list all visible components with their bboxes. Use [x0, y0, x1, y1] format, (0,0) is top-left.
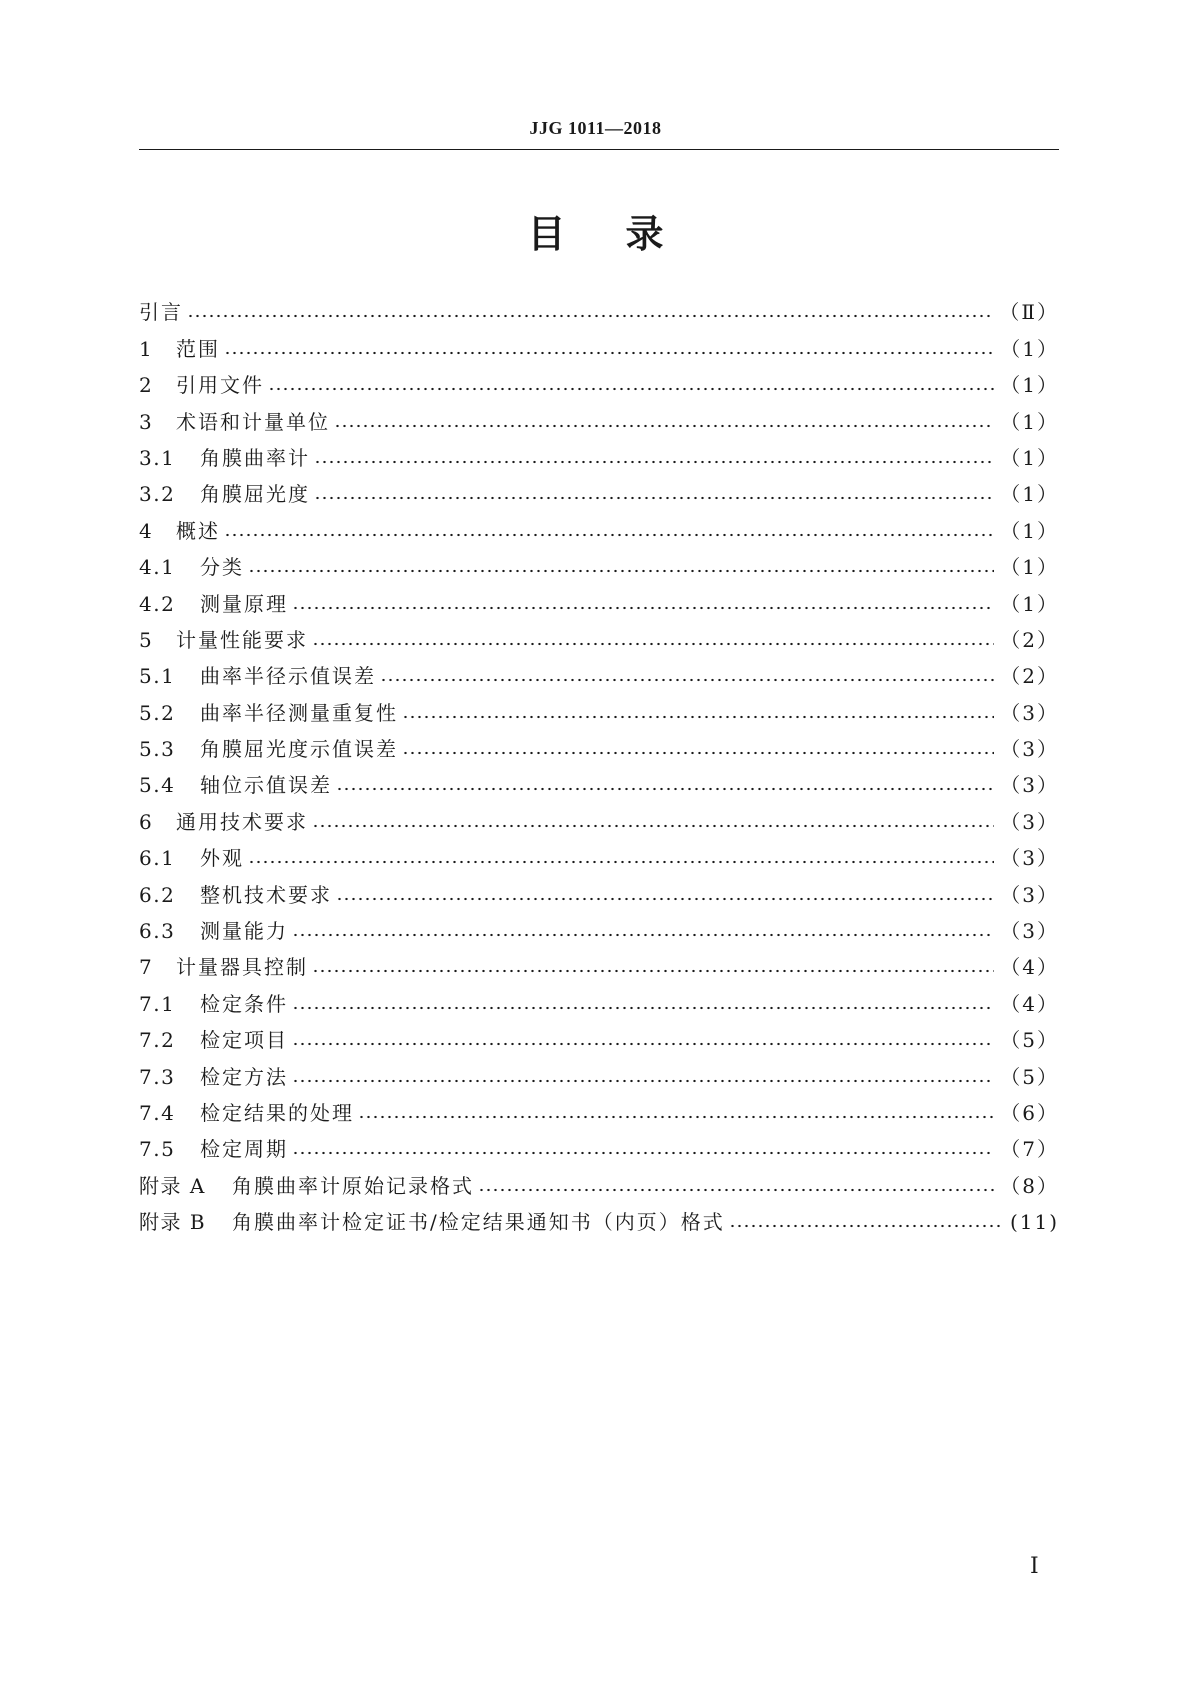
- toc-entry[interactable]: [139, 1125, 1059, 1161]
- toc-entry-page: （2）: [1000, 627, 1059, 652]
- toc-leader-dots: [292, 933, 994, 937]
- toc-entry-number: 附录 A: [139, 1173, 206, 1198]
- toc-entry[interactable]: [139, 506, 1059, 542]
- toc-entry-number: 1: [139, 336, 154, 361]
- toc-entry-number: 5.1: [139, 664, 176, 689]
- standard-code: JJG 1011—2018: [529, 118, 662, 138]
- toc-entry[interactable]: [139, 1052, 1059, 1088]
- toc-entry[interactable]: [139, 324, 1059, 360]
- toc-entry-page: （3）: [1000, 737, 1059, 762]
- toc-leader-dots: [314, 460, 994, 464]
- toc-entry-number: 7.3: [139, 1064, 176, 1089]
- toc-entry-page: (11): [1009, 1210, 1059, 1235]
- toc-entry-page: （2）: [1000, 664, 1059, 689]
- toc-entry-label: 角膜曲率计检定证书/检定结果通知书（内页）格式: [232, 1210, 725, 1235]
- toc-entry-label: 范围: [176, 336, 220, 361]
- toc-entry-number: 6.2: [139, 882, 176, 907]
- toc-entry[interactable]: [139, 797, 1059, 833]
- toc-entry-number: 7.5: [139, 1137, 176, 1162]
- toc-entry-label: 计量性能要求: [176, 627, 308, 652]
- toc-entry[interactable]: [139, 1016, 1059, 1052]
- toc-leader-dots: [224, 351, 994, 355]
- toc-entry-page: （3）: [1000, 700, 1059, 725]
- toc-entry-label: 术语和计量单位: [176, 409, 330, 434]
- toc-entry-page: （1）: [1000, 555, 1059, 580]
- toc-entry[interactable]: [139, 434, 1059, 470]
- toc-entry-page: （1）: [1000, 373, 1059, 398]
- toc-leader-dots: [314, 496, 994, 500]
- header-divider: [139, 149, 1059, 150]
- toc-entry-number: 6.1: [139, 846, 176, 871]
- table-of-contents: [139, 288, 1059, 1234]
- toc-entry-label: 计量器具控制: [176, 955, 308, 980]
- toc-entry-page: （1）: [1000, 591, 1059, 616]
- toc-entry[interactable]: [139, 725, 1059, 761]
- toc-entry-number: 7.1: [139, 991, 176, 1016]
- toc-entry-label: 轴位示值误差: [200, 773, 332, 798]
- toc-leader-dots: [248, 860, 994, 864]
- toc-entry-number: 4.2: [139, 591, 176, 616]
- toc-entry-label: 外观: [200, 846, 244, 871]
- toc-entry[interactable]: [139, 943, 1059, 979]
- toc-leader-dots: [380, 678, 994, 682]
- toc-entry[interactable]: [139, 979, 1059, 1015]
- toc-entry-page: （4）: [1000, 955, 1059, 980]
- toc-leader-dots: [268, 387, 994, 391]
- toc-entry[interactable]: [139, 616, 1059, 652]
- toc-entry-page: （5）: [1000, 1028, 1059, 1053]
- toc-entry[interactable]: [139, 288, 1059, 324]
- toc-leader-dots: [292, 1151, 994, 1155]
- toc-entry[interactable]: [139, 1198, 1059, 1234]
- toc-entry-number: 7: [139, 955, 154, 980]
- toc-entry-page: （1）: [1000, 445, 1059, 470]
- toc-leader-dots: [358, 1115, 994, 1119]
- toc-entry-number: 4.1: [139, 555, 176, 580]
- toc-leader-dots: [334, 424, 994, 428]
- toc-entry-number: 附录 B: [139, 1210, 207, 1235]
- toc-entry-label: 角膜屈光度示值误差: [200, 737, 398, 762]
- toc-leader-dots: [336, 897, 994, 901]
- toc-entry[interactable]: [139, 1161, 1059, 1197]
- page-number: Ⅰ: [1030, 1553, 1039, 1578]
- toc-entry[interactable]: [139, 543, 1059, 579]
- toc-entry-number: 4: [139, 518, 154, 543]
- toc-entry-number: 3.1: [139, 445, 176, 470]
- toc-leader-dots: [402, 715, 994, 719]
- toc-entry-number: 7.2: [139, 1028, 176, 1053]
- toc-entry[interactable]: [139, 579, 1059, 615]
- toc-leader-dots: [292, 1042, 994, 1046]
- toc-entry-label: 角膜曲率计原始记录格式: [232, 1173, 474, 1198]
- toc-entry-number: 6.3: [139, 919, 176, 944]
- toc-leader-dots: [292, 1006, 994, 1010]
- toc-entry[interactable]: [139, 870, 1059, 906]
- toc-entry-label: 检定项目: [200, 1028, 288, 1053]
- toc-entry-number: 5: [139, 627, 154, 652]
- toc-entry-label: 检定方法: [200, 1064, 288, 1089]
- toc-entry[interactable]: [139, 361, 1059, 397]
- toc-entry-label: 角膜屈光度: [200, 482, 310, 507]
- toc-entry-page: （4）: [1000, 991, 1059, 1016]
- toc-leader-dots: [224, 533, 994, 537]
- toc-entry-page: （3）: [1000, 882, 1059, 907]
- toc-leader-dots: [248, 569, 994, 573]
- toc-entry-number: 6: [139, 809, 154, 834]
- toc-entry-label: 引言: [139, 300, 183, 325]
- toc-entry[interactable]: [139, 834, 1059, 870]
- toc-entry-page: （8）: [1000, 1173, 1059, 1198]
- toc-entry[interactable]: [139, 907, 1059, 943]
- toc-leader-dots: [312, 969, 994, 973]
- toc-entry-number: 5.4: [139, 773, 176, 798]
- toc-leader-dots: [292, 606, 994, 610]
- toc-entry-label: 引用文件: [176, 373, 264, 398]
- toc-entry-label: 曲率半径测量重复性: [200, 700, 398, 725]
- toc-entry-number: 7.4: [139, 1100, 176, 1125]
- toc-entry-label: 曲率半径示值误差: [200, 664, 376, 689]
- toc-entry-page: （3）: [1000, 919, 1059, 944]
- toc-entry-page: （1）: [1000, 336, 1059, 361]
- toc-entry-page: （Ⅱ）: [999, 300, 1059, 325]
- toc-leader-dots: [187, 314, 993, 318]
- toc-entry-page: （3）: [1000, 773, 1059, 798]
- toc-entry[interactable]: [139, 1089, 1059, 1125]
- toc-entry-label: 分类: [200, 555, 244, 580]
- toc-entry-number: 2: [139, 373, 154, 398]
- toc-leader-dots: [312, 642, 994, 646]
- toc-leader-dots: [729, 1224, 1004, 1228]
- toc-leader-dots: [478, 1188, 994, 1192]
- toc-entry-number: 5.3: [139, 737, 176, 762]
- toc-entry[interactable]: [139, 470, 1059, 506]
- toc-entry-page: （7）: [1000, 1137, 1059, 1162]
- toc-entry-label: 检定条件: [200, 991, 288, 1016]
- toc-entry-label: 角膜曲率计: [200, 445, 310, 470]
- toc-entry-page: （1）: [1000, 518, 1059, 543]
- toc-entry-label: 检定结果的处理: [200, 1100, 354, 1125]
- toc-entry-label: 概述: [176, 518, 220, 543]
- toc-entry-label: 通用技术要求: [176, 809, 308, 834]
- toc-entry-label: 整机技术要求: [200, 882, 332, 907]
- toc-entry-page: （3）: [1000, 846, 1059, 871]
- toc-entry[interactable]: [139, 397, 1059, 433]
- toc-entry[interactable]: [139, 688, 1059, 724]
- toc-entry[interactable]: [139, 652, 1059, 688]
- toc-entry-number: 5.2: [139, 700, 176, 725]
- toc-entry-page: （1）: [1000, 482, 1059, 507]
- toc-leader-dots: [292, 1079, 994, 1083]
- toc-leader-dots: [312, 824, 994, 828]
- toc-entry-label: 检定周期: [200, 1137, 288, 1162]
- toc-leader-dots: [336, 787, 994, 791]
- toc-entry-page: （3）: [1000, 809, 1059, 834]
- toc-entry-page: （1）: [1000, 409, 1059, 434]
- toc-entry-page: （5）: [1000, 1064, 1059, 1089]
- page-title-part2: 录: [625, 212, 664, 256]
- toc-entry-label: 测量原理: [200, 591, 288, 616]
- page-title: [0, 203, 1191, 258]
- toc-entry-number: 3.2: [139, 482, 176, 507]
- toc-leader-dots: [402, 751, 994, 755]
- toc-entry-number: 3: [139, 409, 154, 434]
- toc-entry-page: （6）: [1000, 1100, 1059, 1125]
- toc-entry-label: 测量能力: [200, 919, 288, 944]
- toc-entry[interactable]: [139, 761, 1059, 797]
- page-title-part1: 目: [527, 212, 566, 256]
